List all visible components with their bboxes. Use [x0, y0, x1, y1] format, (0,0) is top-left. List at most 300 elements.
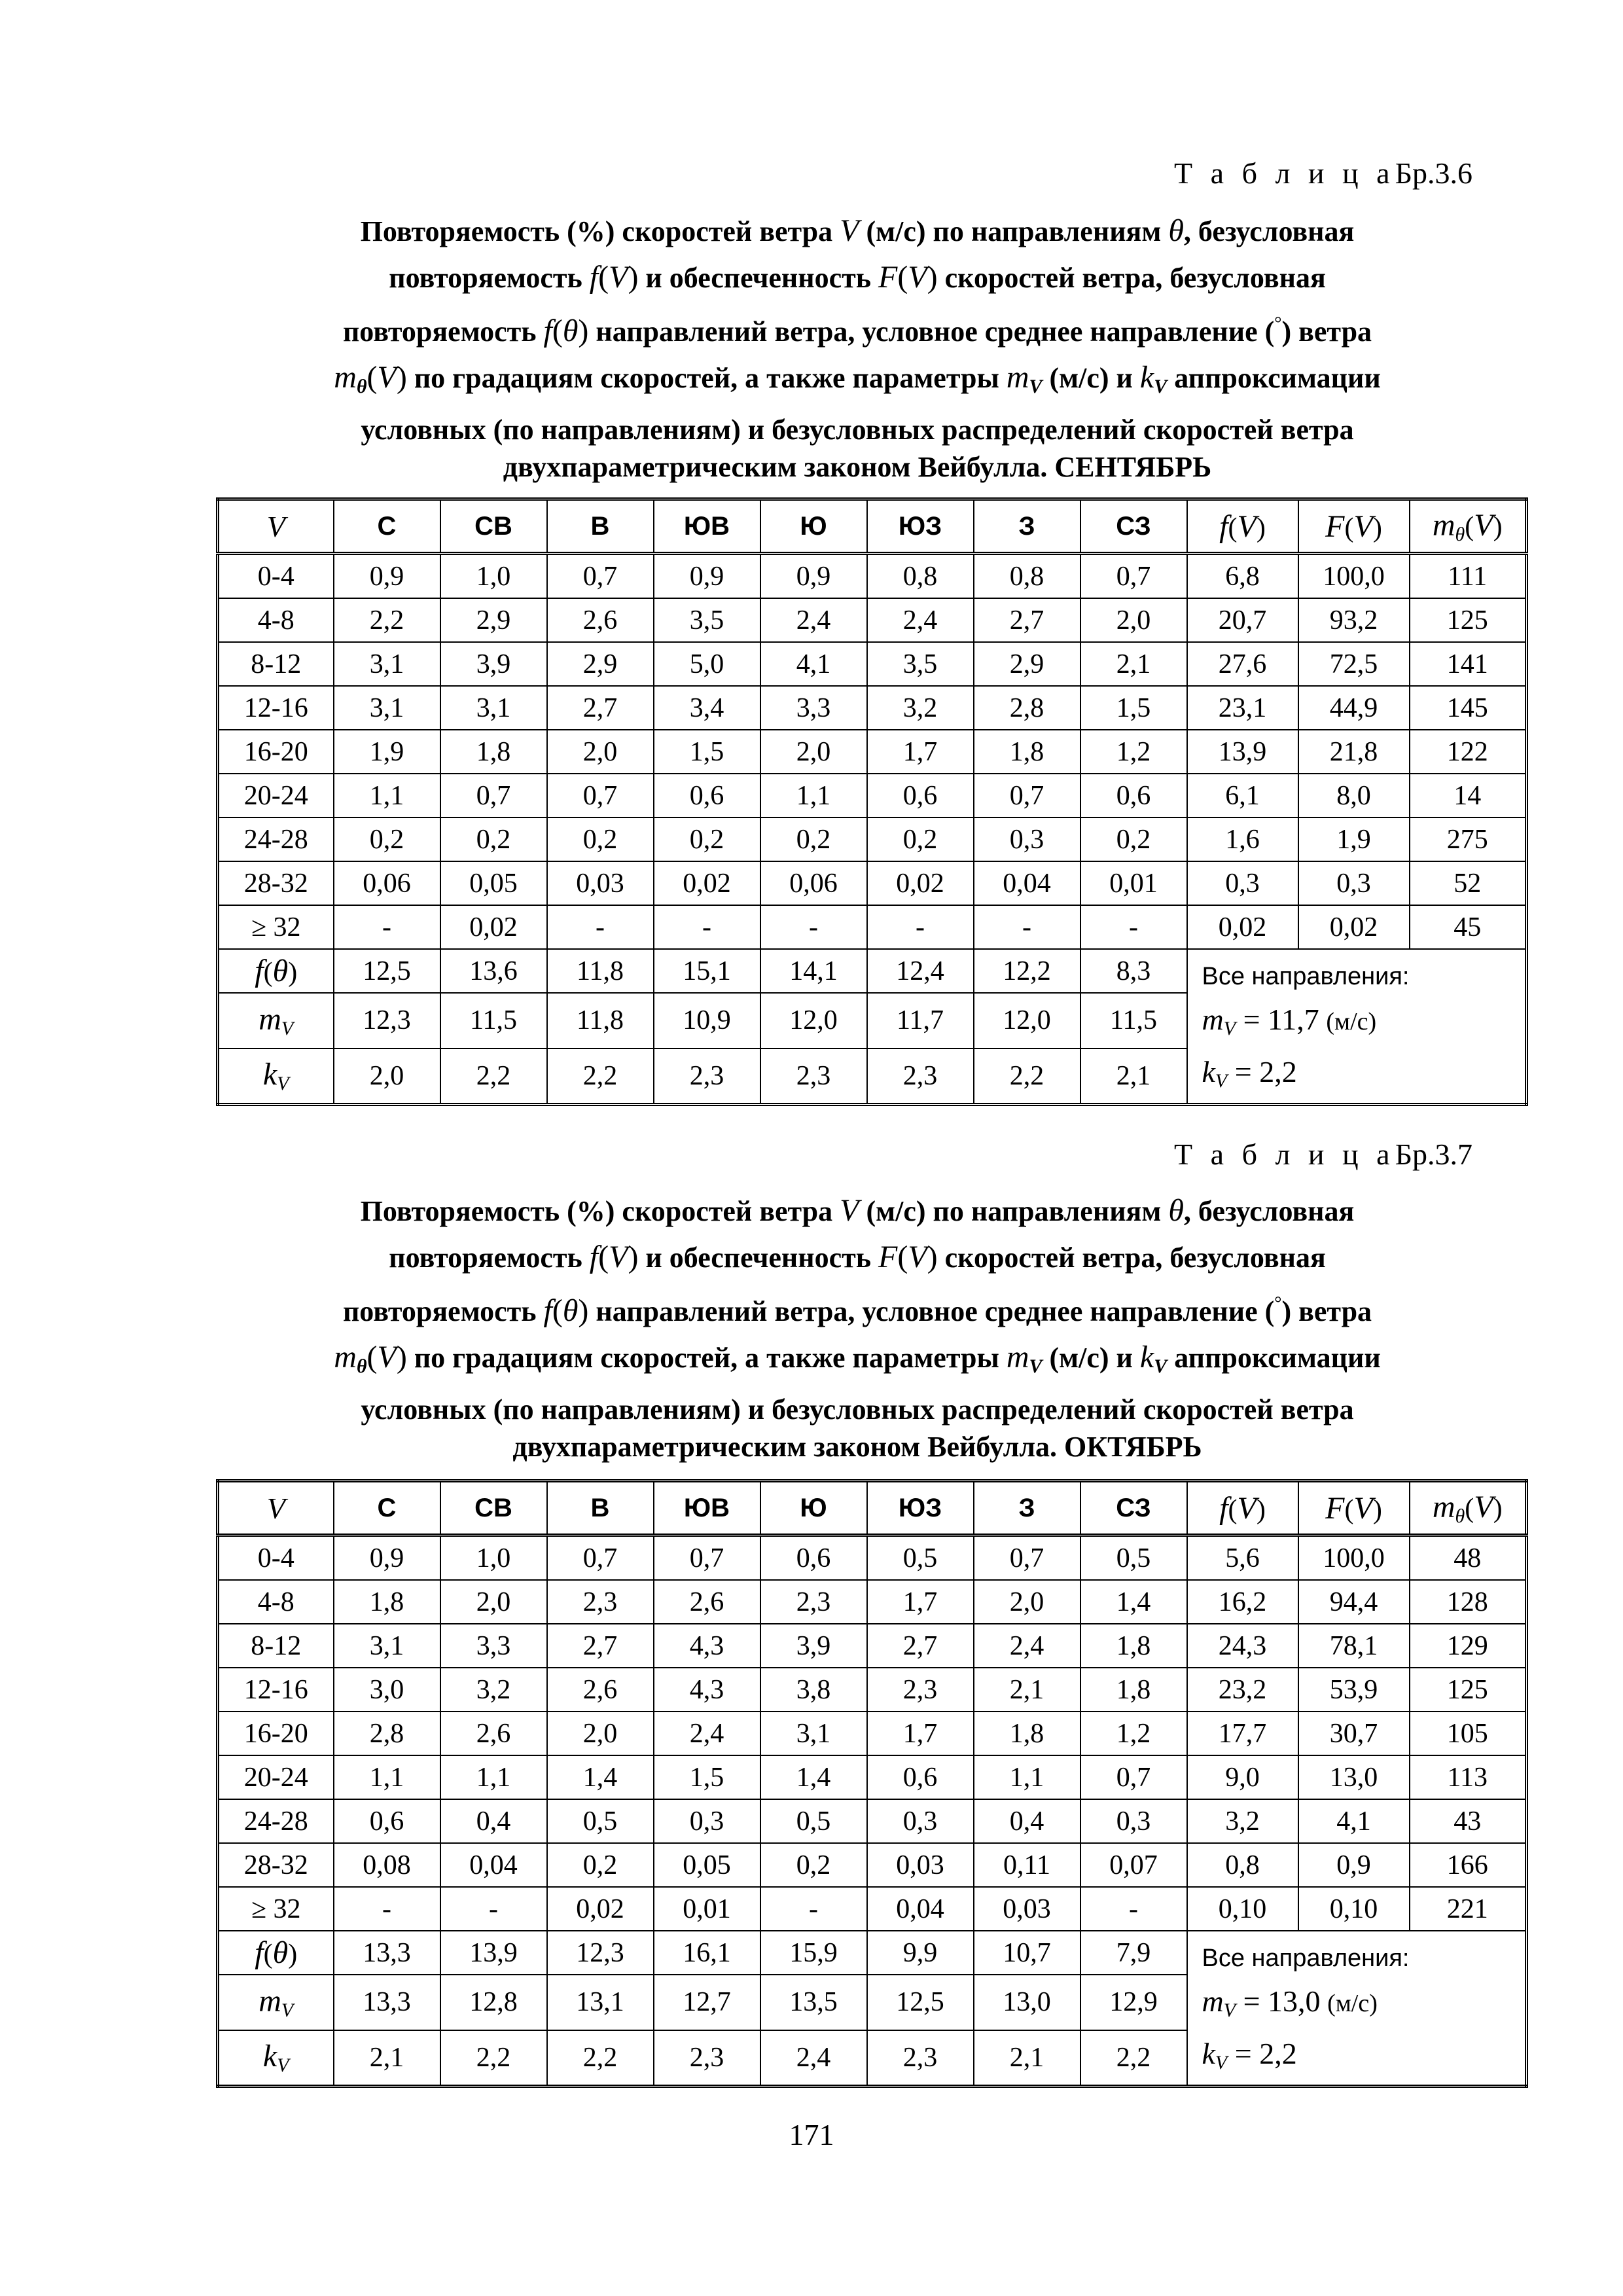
value-cell: 2,4 [654, 1712, 760, 1755]
value-cell: 129 [1410, 1624, 1527, 1668]
value-cell: 14 [1410, 774, 1527, 817]
table-label-1 [1174, 156, 1472, 190]
value-cell: 0,02 [547, 1887, 654, 1931]
value-cell: 0,2 [440, 817, 547, 861]
value-cell: 2,1 [1080, 1049, 1187, 1105]
value-cell: 100,0 [1298, 1535, 1410, 1581]
value-cell: 2,3 [760, 1580, 867, 1624]
value-cell: 2,4 [760, 2030, 867, 2087]
table-label-prefix: Т а б л и ц а [1174, 1138, 1395, 1171]
value-cell: 13,0 [1298, 1755, 1410, 1799]
header-direction: З [974, 499, 1080, 554]
table-row [218, 1712, 1527, 1755]
value-cell: 0,02 [1298, 905, 1410, 949]
value-cell: 0,2 [760, 1843, 867, 1887]
value-cell: 0,9 [760, 554, 867, 599]
value-cell: 9,0 [1187, 1755, 1298, 1799]
speed-range-cell: 12-16 [218, 1668, 334, 1712]
value-cell: 2,3 [654, 2030, 760, 2087]
value-cell: 2,0 [974, 1580, 1080, 1624]
speed-range-cell: 8-12 [218, 642, 334, 686]
speed-range-cell: 28-32 [218, 1843, 334, 1887]
caption-text: условных (по направлениям) и безусловных распределений скоростей ветра [361, 414, 1354, 446]
value-cell: 7,9 [1080, 1931, 1187, 1975]
table-row [218, 1887, 1527, 1931]
value-cell: 0,3 [1080, 1799, 1187, 1843]
value-cell: 145 [1410, 686, 1527, 730]
value-cell: 12,3 [334, 993, 440, 1048]
header-direction: СЗ [1080, 499, 1187, 554]
value-cell: 1,8 [440, 730, 547, 774]
value-cell: 13,0 [974, 1975, 1080, 2030]
value-cell: 3,3 [760, 686, 867, 730]
table-row [218, 554, 1527, 599]
summary-m-value: 11,7 [1268, 1003, 1319, 1036]
value-cell: 12,0 [974, 993, 1080, 1048]
value-cell: 12,5 [867, 1975, 974, 2030]
value-cell: 48 [1410, 1535, 1527, 1581]
value-cell: 3,8 [760, 1668, 867, 1712]
value-cell: 11,8 [547, 949, 654, 993]
table-row [218, 817, 1527, 861]
value-cell: 72,5 [1298, 642, 1410, 686]
table-row [218, 1755, 1527, 1799]
value-cell: 2,3 [867, 1668, 974, 1712]
value-cell: 0,7 [547, 554, 654, 599]
value-cell: 166 [1410, 1843, 1527, 1887]
value-cell: 5,0 [654, 642, 760, 686]
speed-range-cell: 0-4 [218, 554, 334, 599]
value-cell: 2,2 [334, 598, 440, 642]
caption-text: (м/с) по направлениям [866, 215, 1162, 247]
summary-k-value: 2,2 [1259, 2037, 1297, 2070]
speed-range-cell: 8-12 [218, 1624, 334, 1668]
value-cell: 0,01 [1080, 861, 1187, 905]
table-label-number: Бр.3.7 [1395, 1138, 1472, 1171]
header-cap-f-v: F(V) [1298, 1481, 1410, 1535]
row-label-m-v: $m_V$ [218, 993, 334, 1048]
value-cell: 1,4 [760, 1755, 867, 1799]
header-direction: ЮЗ [867, 499, 974, 554]
value-cell: 2,1 [974, 2030, 1080, 2087]
value-cell: 0,10 [1187, 1887, 1298, 1931]
value-cell: 128 [1410, 1580, 1527, 1624]
value-cell: 94,4 [1298, 1580, 1410, 1624]
caption-title-month: двухпараметрическим законом Вейбулла. ОКТЯБРЬ [512, 1431, 1202, 1463]
header-direction: ЮВ [654, 499, 760, 554]
speed-range-cell: 16-20 [218, 1712, 334, 1755]
value-cell: 0,7 [547, 774, 654, 817]
value-cell: 1,7 [867, 730, 974, 774]
all-directions-summary [1187, 1931, 1527, 2087]
table-row [218, 730, 1527, 774]
value-cell: 0,5 [1080, 1535, 1187, 1581]
value-cell: 2,8 [334, 1712, 440, 1755]
wind-table-2 [216, 1479, 1528, 2088]
value-cell: - [334, 905, 440, 949]
speed-range-cell: 4-8 [218, 1580, 334, 1624]
value-cell: 13,1 [547, 1975, 654, 2030]
value-cell: 3,1 [760, 1712, 867, 1755]
value-cell: 2,1 [334, 2030, 440, 2087]
value-cell: 1,8 [1080, 1624, 1187, 1668]
value-cell: 27,6 [1187, 642, 1298, 686]
row-label-m-v: $m_V$ [218, 1975, 334, 2030]
caption-text: повторяемость [389, 262, 582, 294]
value-cell: 11,5 [440, 993, 547, 1048]
value-cell: 0,5 [867, 1535, 974, 1581]
caption-text: (м/с) по направлениям [866, 1195, 1162, 1227]
value-cell: 13,9 [1187, 730, 1298, 774]
header-direction: З [974, 1481, 1080, 1535]
value-cell: 2,0 [547, 730, 654, 774]
header-direction: ЮВ [654, 1481, 760, 1535]
value-cell: 0,07 [1080, 1843, 1187, 1887]
value-cell: - [547, 905, 654, 949]
value-cell: 1,8 [974, 1712, 1080, 1755]
summary-m-v: $m_V = 11,7$ (м/с) [1202, 1003, 1377, 1039]
value-cell: 2,6 [654, 1580, 760, 1624]
value-cell: 24,3 [1187, 1624, 1298, 1668]
value-cell: 0,5 [760, 1799, 867, 1843]
value-cell: - [760, 1887, 867, 1931]
value-cell: 3,5 [654, 598, 760, 642]
value-cell: 3,1 [334, 686, 440, 730]
row-label-k-v: $k_V$ [218, 2030, 334, 2087]
value-cell: 0,6 [334, 1799, 440, 1843]
value-cell: 12,0 [760, 993, 867, 1048]
value-cell: 12,2 [974, 949, 1080, 993]
value-cell: 1,7 [867, 1580, 974, 1624]
value-cell: 0,9 [1298, 1843, 1410, 1887]
caption-text: Повторяемость (%) скоростей ветра [360, 215, 833, 247]
value-cell: 8,0 [1298, 774, 1410, 817]
value-cell: 13,6 [440, 949, 547, 993]
value-cell: 3,2 [440, 1668, 547, 1712]
value-cell: 2,0 [760, 730, 867, 774]
value-cell: 105 [1410, 1712, 1527, 1755]
caption-text: скоростей ветра, безусловная [944, 262, 1326, 294]
value-cell: 2,6 [547, 598, 654, 642]
table-body [218, 554, 1527, 1105]
value-cell: 3,2 [1187, 1799, 1298, 1843]
value-cell: 1,2 [1080, 730, 1187, 774]
value-cell: 3,9 [760, 1624, 867, 1668]
value-cell: 0,2 [1080, 817, 1187, 861]
caption-text: условных (по направлениям) и безусловных распределений скоростей ветра [361, 1393, 1354, 1426]
table-row [218, 598, 1527, 642]
caption-text: ) ветра [1281, 1295, 1372, 1327]
table-label-2 [1174, 1137, 1472, 1172]
table-row [218, 1843, 1527, 1887]
value-cell: 11,7 [867, 993, 974, 1048]
value-cell: 2,7 [547, 686, 654, 730]
table-caption-2: Повторяемость (%) скоростей ветра V (м/с) по направлениям θ, безусловная повторяемость f(V) и обеспеченность F(V) скоростей ветра, безусловная повторяемость f(θ) направлений ветра, условное среднее направление (°) ветра $m_\theta(V)$ по градациям скоростей, а также параметры $m_V$ (м/с) и $k_V$ аппроксимации условных (по направлениям) и безусловных распределений скоростей ветра двухпараметрическим законом Вейбулла. ОКТЯБРЬ [216, 1188, 1499, 1464]
value-cell: 0,7 [654, 1535, 760, 1581]
value-cell: 2,3 [654, 1049, 760, 1105]
value-cell: 0,9 [654, 554, 760, 599]
value-cell: 111 [1410, 554, 1527, 599]
speed-range-cell: 24-28 [218, 817, 334, 861]
value-cell: 2,9 [974, 642, 1080, 686]
value-cell: 12,4 [867, 949, 974, 993]
value-cell: 0,6 [1080, 774, 1187, 817]
value-cell: 1,6 [1187, 817, 1298, 861]
value-cell: 3,5 [867, 642, 974, 686]
value-cell: 0,6 [654, 774, 760, 817]
value-cell: 15,9 [760, 1931, 867, 1975]
value-cell: 2,3 [760, 1049, 867, 1105]
value-cell: 78,1 [1298, 1624, 1410, 1668]
value-cell: 3,1 [334, 642, 440, 686]
value-cell: 2,9 [440, 598, 547, 642]
caption-text: направлений ветра, условное среднее направление ( [596, 315, 1275, 348]
value-cell: - [1080, 905, 1187, 949]
value-cell: 20,7 [1187, 598, 1298, 642]
value-cell: 17,7 [1187, 1712, 1298, 1755]
table-row [218, 1580, 1527, 1624]
table-label-number: Бр.3.6 [1395, 156, 1472, 190]
value-cell: 1,5 [1080, 686, 1187, 730]
caption-text: ) ветра [1281, 315, 1372, 348]
table-row [218, 1624, 1527, 1668]
value-cell: - [867, 905, 974, 949]
value-cell: 0,02 [440, 905, 547, 949]
header-direction: Ю [760, 1481, 867, 1535]
value-cell: 0,3 [974, 817, 1080, 861]
value-cell: 1,5 [654, 1755, 760, 1799]
caption-text: повторяемость [342, 315, 537, 348]
speed-range-cell: 20-24 [218, 774, 334, 817]
caption-text: по градациям скоростей, а также параметры [414, 1342, 999, 1374]
wind-table-1 [216, 497, 1528, 1106]
value-cell: 2,7 [547, 1624, 654, 1668]
value-cell: 2,1 [1080, 642, 1187, 686]
speed-range-cell: 28-32 [218, 861, 334, 905]
header-direction: СЗ [1080, 1481, 1187, 1535]
value-cell: 0,05 [654, 1843, 760, 1887]
table-row [218, 686, 1527, 730]
header-speed: V [218, 1481, 334, 1535]
value-cell: 3,2 [867, 686, 974, 730]
page-number: 171 [789, 2118, 834, 2151]
value-cell: 12,9 [1080, 1975, 1187, 2030]
value-cell: - [334, 1887, 440, 1931]
value-cell: 122 [1410, 730, 1527, 774]
caption-text: аппроксимации [1174, 1342, 1381, 1374]
value-cell: 8,3 [1080, 949, 1187, 993]
value-cell: 2,2 [974, 1049, 1080, 1105]
value-cell: 0,7 [974, 774, 1080, 817]
speed-range-cell: 4-8 [218, 598, 334, 642]
table-row [218, 861, 1527, 905]
value-cell: - [654, 905, 760, 949]
value-cell: 0,01 [654, 1887, 760, 1931]
value-cell: 0,04 [974, 861, 1080, 905]
value-cell: 0,9 [334, 554, 440, 599]
caption-title-month: двухпараметрическим законом Вейбулла. СЕНТЯБРЬ [503, 451, 1212, 483]
value-cell: 4,3 [654, 1624, 760, 1668]
value-cell: 2,6 [440, 1712, 547, 1755]
speed-range-cell: 20-24 [218, 1755, 334, 1799]
summary-k-v: $k_V = 2,2$ [1202, 2037, 1297, 2073]
caption-text: аппроксимации [1174, 362, 1381, 394]
value-cell: 3,4 [654, 686, 760, 730]
summary-k-value: 2,2 [1259, 1055, 1297, 1088]
value-cell: 4,3 [654, 1668, 760, 1712]
value-cell: 12,3 [547, 1931, 654, 1975]
header-direction: В [547, 1481, 654, 1535]
value-cell: 1,1 [440, 1755, 547, 1799]
table-row [218, 905, 1527, 949]
caption-text: (м/с) и [1049, 362, 1133, 394]
value-cell: 2,3 [547, 1580, 654, 1624]
caption-text: повторяемость [389, 1242, 582, 1274]
value-cell: 113 [1410, 1755, 1527, 1799]
caption-text: Повторяемость (%) скоростей ветра [360, 1195, 833, 1227]
value-cell: 0,8 [1187, 1843, 1298, 1887]
value-cell: 1,0 [440, 1535, 547, 1581]
value-cell: 0,4 [974, 1799, 1080, 1843]
value-cell: 0,9 [334, 1535, 440, 1581]
value-cell: - [760, 905, 867, 949]
table-caption-1: Повторяемость (%) скоростей ветра V (м/с) по направлениям θ, безусловная повторяемость f(V) и обеспеченность F(V) скоростей ветра, безусловная повторяемость f(θ) направлений ветра, условное среднее направление (°) ветра $m_\theta(V)$ по градациям скоростей, а также параметры $m_V$ (м/с) и $k_V$ аппроксимации условных (по направлениям) и безусловных распределений скоростей ветра двухпараметрическим законом Вейбулла. СЕНТЯБРЬ [216, 208, 1499, 484]
summary-m-unit: (м/с) [1326, 1008, 1377, 1035]
value-cell: 12,5 [334, 949, 440, 993]
table-header-row [218, 499, 1527, 554]
all-directions-summary [1187, 949, 1527, 1105]
row-label-f-theta: f(θ) [218, 949, 334, 993]
value-cell: 1,0 [440, 554, 547, 599]
header-f-v: f(V) [1187, 499, 1298, 554]
f-theta-row [218, 949, 1527, 993]
value-cell: 1,8 [974, 730, 1080, 774]
caption-text: и обеспеченность [645, 1242, 872, 1274]
speed-range-cell: 24-28 [218, 1799, 334, 1843]
header-direction: Ю [760, 499, 867, 554]
table-body [218, 1535, 1527, 2087]
value-cell: 0,6 [867, 774, 974, 817]
value-cell: 0,02 [1187, 905, 1298, 949]
value-cell: 2,0 [547, 1712, 654, 1755]
value-cell: 2,2 [440, 2030, 547, 2087]
value-cell: 30,7 [1298, 1712, 1410, 1755]
value-cell: 0,3 [1298, 861, 1410, 905]
f-theta-row [218, 1931, 1527, 1975]
row-label-f-theta: f(θ) [218, 1931, 334, 1975]
value-cell: 2,6 [547, 1668, 654, 1712]
value-cell: 275 [1410, 817, 1527, 861]
value-cell: 23,2 [1187, 1668, 1298, 1712]
speed-range-cell: ≥ 32 [218, 905, 334, 949]
table-label-prefix: Т а б л и ц а [1174, 156, 1395, 190]
value-cell: 100,0 [1298, 554, 1410, 599]
value-cell: 1,9 [1298, 817, 1410, 861]
value-cell: 0,02 [654, 861, 760, 905]
value-cell: 2,7 [974, 598, 1080, 642]
caption-text: повторяемость [342, 1295, 537, 1327]
value-cell: 1,8 [1080, 1668, 1187, 1712]
value-cell: 0,08 [334, 1843, 440, 1887]
value-cell: 0,11 [974, 1843, 1080, 1887]
value-cell: 21,8 [1298, 730, 1410, 774]
value-cell: 45 [1410, 905, 1527, 949]
value-cell: 0,3 [654, 1799, 760, 1843]
header-direction: СВ [440, 1481, 547, 1535]
summary-title: Все направления: [1202, 963, 1410, 990]
value-cell: 0,06 [334, 861, 440, 905]
value-cell: 141 [1410, 642, 1527, 686]
value-cell: 11,8 [547, 993, 654, 1048]
value-cell: 0,7 [1080, 554, 1187, 599]
value-cell: 2,0 [1080, 598, 1187, 642]
value-cell: 0,6 [867, 1755, 974, 1799]
value-cell: 2,8 [974, 686, 1080, 730]
caption-text: (м/с) и [1049, 1342, 1133, 1374]
summary-m-v: $m_V = 13,0$ (м/с) [1202, 1984, 1378, 2021]
table-row [218, 774, 1527, 817]
value-cell: 1,1 [760, 774, 867, 817]
value-cell: 2,2 [547, 1049, 654, 1105]
summary-m-unit: (м/с) [1327, 1990, 1378, 2017]
value-cell: 2,4 [760, 598, 867, 642]
caption-text: , безусловная [1183, 1195, 1355, 1227]
value-cell: 221 [1410, 1887, 1527, 1931]
value-cell: 16,2 [1187, 1580, 1298, 1624]
value-cell: 10,7 [974, 1931, 1080, 1975]
value-cell: 1,8 [334, 1580, 440, 1624]
value-cell: 2,7 [867, 1624, 974, 1668]
value-cell: 15,1 [654, 949, 760, 993]
value-cell: 2,3 [867, 1049, 974, 1105]
value-cell: 0,03 [547, 861, 654, 905]
value-cell: 0,02 [867, 861, 974, 905]
value-cell: 0,3 [1187, 861, 1298, 905]
value-cell: 3,1 [440, 686, 547, 730]
value-cell: 0,2 [760, 817, 867, 861]
speed-range-cell: ≥ 32 [218, 1887, 334, 1931]
value-cell: 23,1 [1187, 686, 1298, 730]
value-cell: 13,3 [334, 1975, 440, 2030]
header-cap-f-v: F(V) [1298, 499, 1410, 554]
value-cell: - [974, 905, 1080, 949]
value-cell: 4,1 [1298, 1799, 1410, 1843]
table-row [218, 1535, 1527, 1581]
value-cell: 43 [1410, 1799, 1527, 1843]
value-cell: 3,9 [440, 642, 547, 686]
speed-range-cell: 0-4 [218, 1535, 334, 1581]
value-cell: 2,0 [440, 1580, 547, 1624]
value-cell: 0,7 [547, 1535, 654, 1581]
value-cell: 12,8 [440, 1975, 547, 2030]
table-row [218, 1799, 1527, 1843]
value-cell: 12,7 [654, 1975, 760, 2030]
caption-text: , безусловная [1183, 215, 1355, 247]
value-cell: 2,3 [867, 2030, 974, 2087]
value-cell: 1,1 [974, 1755, 1080, 1799]
value-cell: 0,2 [867, 817, 974, 861]
value-cell: 3,1 [334, 1624, 440, 1668]
value-cell: 16,1 [654, 1931, 760, 1975]
value-cell: 44,9 [1298, 686, 1410, 730]
value-cell: 1,4 [547, 1755, 654, 1799]
value-cell: 2,2 [440, 1049, 547, 1105]
value-cell: 53,9 [1298, 1668, 1410, 1712]
caption-text: по градациям скоростей, а также параметры [414, 362, 999, 394]
value-cell: 0,5 [547, 1799, 654, 1843]
value-cell: 0,2 [547, 1843, 654, 1887]
value-cell: 0,2 [547, 817, 654, 861]
